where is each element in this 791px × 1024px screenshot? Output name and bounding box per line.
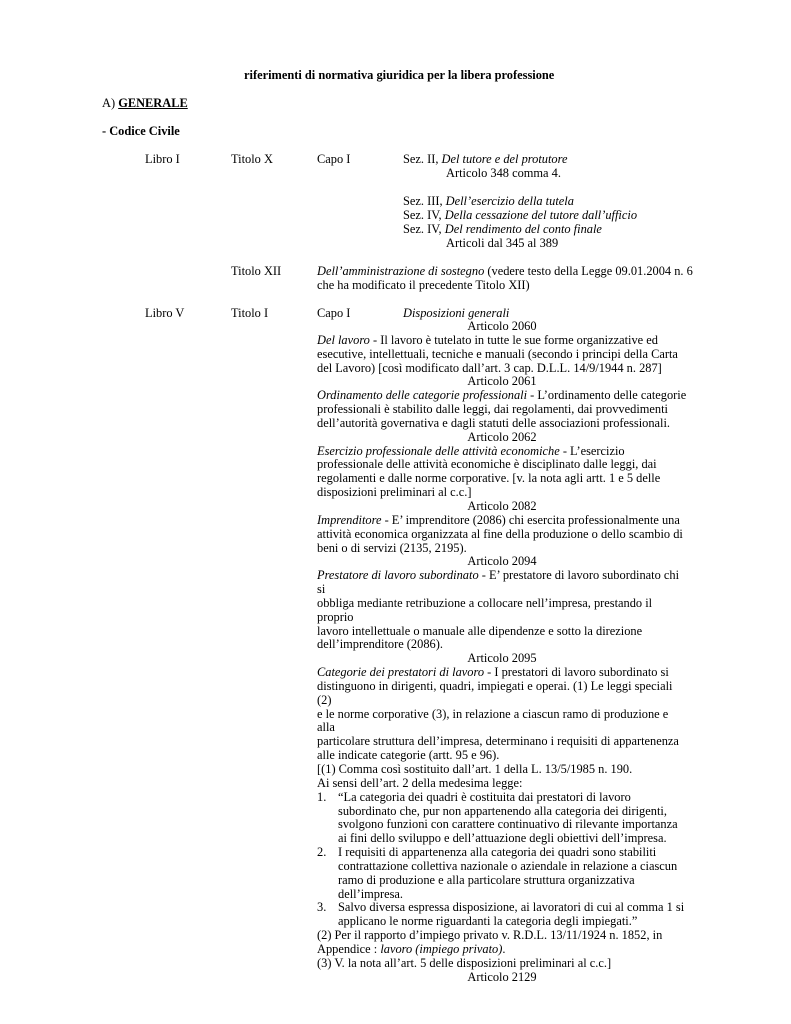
note-2-line1: (2) Per il rapporto d’impiego privato v. R.D.L. 13/11/1924 n. 1852, in	[317, 928, 663, 943]
article-2094-heading: Articolo 2094	[467, 554, 537, 569]
article-2061-heading: Articolo 2061	[467, 374, 537, 389]
titolo-x-label: Titolo X	[231, 152, 273, 166]
article-2062-text1: - L’esercizio	[559, 443, 625, 458]
article-2095-line2: distinguono in dirigenti, quadri, impiegati e operai. (1) Le leggi speciali (2)	[317, 678, 673, 707]
article-2061-text1: - L’ordinamento delle categorie	[527, 388, 687, 403]
article-2082-heading: Articolo 2082	[467, 498, 537, 513]
note-1b-line: Ai sensi dell’art. 2 della medesima legge:	[317, 775, 523, 790]
list-item-text: Salvo diversa espressa disposizione, ai lavoratori di cui al comma 1 si applicano le norme riguardanti la categoria degli impiegati.”	[338, 900, 685, 929]
sez-ii-line	[403, 152, 568, 166]
article-2082-text1: - E’ imprenditore (2086) chi esercita professionalmente una	[381, 512, 680, 527]
sez-ii-article: Articolo 348 comma 4.	[446, 166, 561, 180]
list-item	[317, 846, 687, 901]
note-1-line: [(1) Comma così sostituito dall’art. 1 della L. 13/5/1985 n. 190.	[317, 762, 633, 776]
document-title: riferimenti di normativa giuridica per la libera professione	[244, 68, 555, 82]
capo-i-v-label: Capo I	[317, 306, 351, 320]
article-2094-title: Prestatore di lavoro subordinato	[317, 568, 479, 583]
article-2094-line3: lavoro intellettuale o manuale alle dipendenze e sotto la direzione	[317, 623, 643, 638]
article-2061-line1	[317, 389, 687, 403]
article-2095-text1: - I prestatori di lavoro subordinato si	[484, 665, 669, 680]
note-2-period: .	[502, 941, 506, 956]
article-2062-line1	[317, 445, 687, 459]
sez-iv-b-title: Del rendimento del conto finale	[444, 222, 602, 236]
note-2-line2	[317, 943, 687, 957]
list-item-number: 2.	[317, 845, 327, 860]
article-2082-line1	[317, 514, 687, 528]
article-2060-title: Del lavoro	[317, 332, 370, 347]
article-2095-line4: particolare struttura dell’impresa, determinano i requisiti di appartenenza	[317, 734, 679, 749]
article-2062-line2: professionale delle attività economiche è disciplinato dalle leggi, dai	[317, 457, 657, 472]
article-2060-line1	[317, 334, 687, 348]
note-3-line: (3) V. la nota all’art. 5 delle disposizioni preliminari al c.c.]	[317, 955, 612, 970]
sez-iv-b-prefix: Sez. IV,	[403, 222, 445, 236]
article-2062-title: Esercizio professionale delle attività economiche	[317, 443, 560, 458]
titolo-xii-text1: (vedere testo della Legge 09.01.2004 n. 6	[484, 264, 693, 278]
article-2095-line1	[317, 666, 687, 680]
article-2061-line3: dell’autorità governativa e dagli statuti delle associazioni professionali.	[317, 415, 671, 430]
titolo-xii-desc-line2: che ha modificato il precedente Titolo XII)	[317, 278, 530, 292]
article-2094-line2: obbliga mediante retribuzione a collocare nell’impresa, prestando il proprio	[317, 595, 653, 624]
section-label: GENERALE	[118, 96, 188, 110]
titolo-i-label: Titolo I	[231, 306, 269, 320]
titolo-xii-title: Dell’amministrazione di sostegno	[317, 264, 485, 278]
libro-v-label: Libro V	[145, 306, 185, 320]
note-2-appendix-title: lavoro (impiego privato)	[380, 941, 503, 956]
section-heading	[102, 96, 188, 110]
article-2062-line4: disposizioni preliminari al c.c.]	[317, 485, 472, 500]
note-2-appendix: Appendice :	[317, 941, 381, 956]
sez-ii-prefix: Sez. II,	[403, 152, 442, 166]
article-2060-line3: del Lavoro) [così modificato dall’art. 3 cap. D.L.L. 14/9/1944 n. 287]	[317, 360, 662, 375]
section-prefix: A)	[102, 96, 119, 110]
articles-body	[317, 320, 687, 985]
libro-i-label: Libro I	[145, 152, 180, 166]
article-2061-line2: professionali è stabilito dalle leggi, dai regolamenti, dai provvedimenti	[317, 402, 668, 417]
article-2129-heading: Articolo 2129	[467, 969, 537, 984]
list-item-number: 1.	[317, 789, 327, 804]
article-2060-heading: Articolo 2060	[467, 319, 537, 333]
sez-iii-title: Dell’esercizio della tutela	[445, 194, 574, 208]
capo-i-label: Capo I	[317, 152, 351, 166]
article-2094-line4: dell’imprenditore (2086).	[317, 637, 443, 652]
sez-iv-b-line	[403, 222, 602, 236]
titolo-xii-desc-line1	[317, 264, 693, 278]
sez-iv-a-prefix: Sez. IV,	[403, 208, 445, 222]
titolo-xii-label: Titolo XII	[231, 264, 282, 278]
sez-ii-title: Del tutore e del protutore	[441, 152, 568, 166]
sez-articles: Articoli dal 345 al 389	[446, 236, 559, 250]
article-2095-heading: Articolo 2095	[467, 651, 537, 666]
sez-iv-a-title: Della cessazione del tutore dall’ufficio	[444, 208, 638, 222]
sez-iii-prefix: Sez. III,	[403, 194, 446, 208]
article-2060-text1: - Il lavoro è tutelato in tutte le sue forme organizzative ed	[369, 332, 658, 347]
list-item	[317, 901, 687, 929]
article-2060-line2: esecutive, intellettuali, tecniche e manuali (secondo i principi della Carta	[317, 346, 678, 361]
article-2094-line1	[317, 569, 687, 597]
article-2095-line5: alle indicate categorie (artt. 95 e 96).	[317, 748, 500, 763]
article-2094-text1: - E’ prestatore di lavoro subordinato chi si	[317, 568, 680, 597]
article-2062-heading: Articolo 2062	[467, 429, 537, 444]
list-item	[317, 791, 687, 846]
article-2082-title: Imprenditore	[317, 512, 382, 527]
article-2082-line2: attività economica organizzata al fine della produzione o dello scambio di	[317, 526, 683, 541]
capo-title: Disposizioni generali	[403, 306, 510, 320]
article-2095-line3: e le norme corporative (3), in relazione a ciascun ramo di produzione e alla	[317, 706, 669, 735]
article-2082-line3: beni o di servizi (2135, 2195).	[317, 540, 467, 555]
sez-iii-line	[403, 194, 574, 208]
article-2061-title: Ordinamento delle categorie professionali	[317, 388, 528, 403]
sez-iv-a-line	[403, 208, 637, 222]
article-2095-title: Categorie dei prestatori di lavoro	[317, 665, 485, 680]
list-item-text: “La categoria dei quadri è costituita dai prestatori di lavoro subordinato che, pur non appartenendo alla categoria dei dirigenti, svolgono funzioni con carattere continuativo di rilevante importanza ai fini dello sviluppo e dell’attuazione degli obiettivi dell’impresa.	[338, 789, 678, 846]
article-2062-line3: regolamenti e dalle norme corporative. [v. la nota agli artt. 1 e 5 delle	[317, 471, 661, 486]
list-item-text: I requisiti di appartenenza alla categoria dei quadri sono stabiliti contrattazione collettiva nazionale o aziendale in relazione a ciascun ramo di produzione e alla particolare struttura organizzativa dell’impresa.	[338, 845, 678, 901]
list-item-number: 3.	[317, 900, 327, 915]
subsection-heading: - Codice Civile	[102, 124, 180, 138]
